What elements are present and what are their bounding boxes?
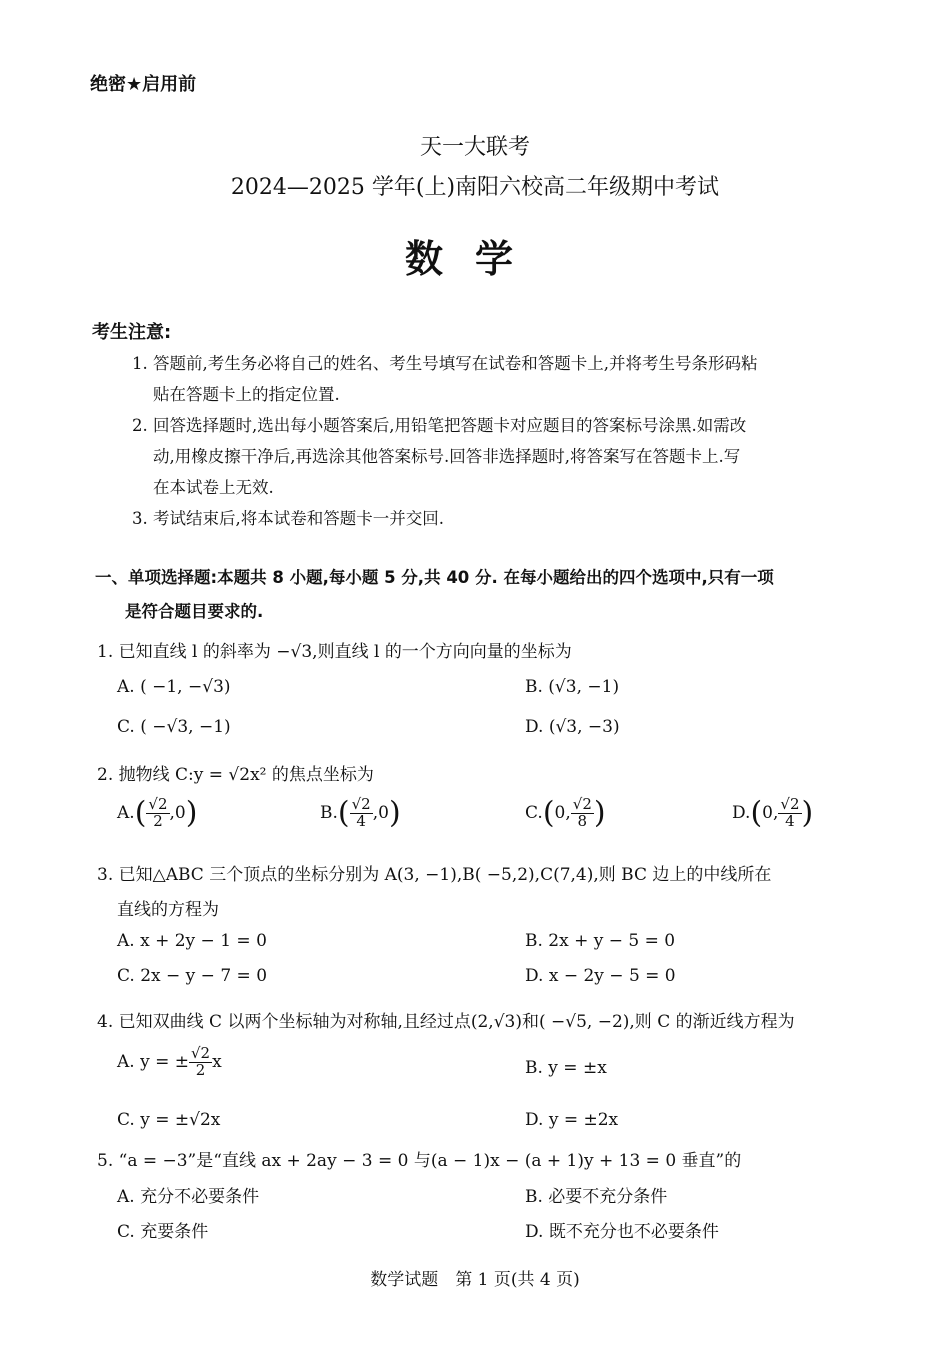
question-1-stem: 1. 已知直线 l 的斜率为 −√3,则直线 l 的一个方向向量的坐标为: [97, 642, 572, 662]
page-footer: 数学试题 第 1 页(共 4 页): [370, 1270, 580, 1290]
notice-line: 在本试卷上无效.: [153, 478, 274, 497]
q2-option-c: C.(0, $\frac{√2}{8}$ ): [525, 795, 606, 831]
q4-option-b: B. y = ±x: [525, 1058, 607, 1078]
q1-option-a: A. ( −1, −√3): [117, 677, 231, 697]
q2-option-b: B.( $\frac{√2}{4}$ ,0): [320, 795, 401, 831]
frac-num: √2: [190, 1044, 211, 1062]
frac-den: 8: [577, 811, 588, 830]
q1-option-d: D. (√3, −3): [525, 717, 620, 737]
q4-option-c: C. y = ±√2x: [117, 1110, 221, 1130]
option-label: D.: [732, 802, 751, 823]
q3-option-c: C. 2x − y − 7 = 0: [117, 966, 268, 986]
notice-line: 2. 回答选择题时,选出每小题答案后,用铅笔把答题卡对应题目的答案标号涂黑.如需改: [132, 416, 747, 435]
q4-option-a: [117, 1046, 222, 1079]
section-heading: 一、单项选择题:本题共 8 小题,每小题 5 分,共 40 分. 在每小题给出的四个选项中,只有一项: [95, 568, 774, 587]
q3-option-a: A. x + 2y − 1 = 0: [117, 931, 267, 951]
q2-option-a: A.( $\frac{√2}{2}$ ,0): [117, 795, 198, 831]
secret-label: 绝密★启用前: [90, 74, 197, 95]
q5-option-c: C. 充要条件: [117, 1222, 209, 1242]
frac-head: 0,: [554, 802, 571, 823]
q5-option-d: D. 既不充分也不必要条件: [525, 1222, 719, 1242]
section-heading-cont: 是符合题目要求的.: [125, 602, 264, 621]
notice-line: 1. 答题前,考生务必将自己的姓名、考生号填写在试卷和答题卡上,并将考生号条形码粘: [132, 354, 758, 373]
frac-den: 4: [785, 811, 795, 830]
frac-tail: ,0: [372, 802, 389, 823]
option-label: C.: [525, 802, 543, 823]
notice-line: 贴在答题卡上的指定位置.: [153, 385, 340, 404]
question-3-stem: 3. 已知△ABC 三个顶点的坐标分别为 A(3, −1),B( −5,2),C(7,4),则 BC 边上的中线所在: [97, 865, 772, 885]
frac-den: 2: [195, 1060, 206, 1079]
frac-num: √2: [572, 795, 592, 813]
question-4-stem: 4. 已知双曲线 C 以两个坐标轴为对称轴,且经过点(2,√3)和( −√5, −2),则 C 的渐近线方程为: [97, 1012, 795, 1032]
notice-line: 3. 考试结束后,将本试卷和答题卡一并交回.: [132, 509, 444, 528]
question-2-stem: 2. 抛物线 C:y = √2x² 的焦点坐标为: [97, 765, 374, 785]
q4-option-d: D. y = ±2x: [525, 1110, 619, 1130]
subject-title: 数学: [404, 237, 545, 281]
q2-option-d: D.(0, $\frac{√2}{4}$ ): [732, 795, 814, 831]
q1-option-c: C. ( −√3, −1): [117, 717, 231, 737]
option-label: A.: [117, 802, 135, 823]
option-label: B.: [320, 802, 338, 823]
q5-option-a: A. 充分不必要条件: [117, 1187, 260, 1207]
question-5-stem: 5. “a = −3”是“直线 ax + 2ay − 3 = 0 与(a − 1)x − (a + 1)y + 13 = 0 垂直”的: [97, 1151, 742, 1171]
notice-line: 动,用橡皮擦干净后,再选涂其他答案标号.回答非选择题时,将答案写在答题卡上.写: [153, 447, 741, 466]
exam-title: 2024—2025 学年(上)南阳六校高二年级期中考试: [230, 175, 720, 200]
frac-den: 4: [356, 811, 366, 830]
frac-head: 0,: [762, 802, 779, 823]
q3-option-d: D. x − 2y − 5 = 0: [525, 966, 676, 986]
option-head: A. y = ±: [117, 1051, 189, 1072]
q1-option-b: B. (√3, −1): [525, 677, 620, 697]
frac-num: √2: [148, 795, 168, 813]
frac-den: 2: [153, 811, 163, 830]
q3-option-b: B. 2x + y − 5 = 0: [525, 931, 676, 951]
q5-option-b: B. 必要不充分条件: [525, 1187, 668, 1207]
notice-heading: 考生注意:: [92, 322, 172, 343]
question-3-stem-cont: 直线的方程为: [117, 900, 219, 920]
frac-num: √2: [780, 795, 800, 813]
frac-num: √2: [351, 795, 371, 813]
frac-tail: ,0: [169, 802, 186, 823]
organizer-title: 天一大联考: [419, 135, 530, 160]
frac-tail: x: [212, 1051, 222, 1072]
